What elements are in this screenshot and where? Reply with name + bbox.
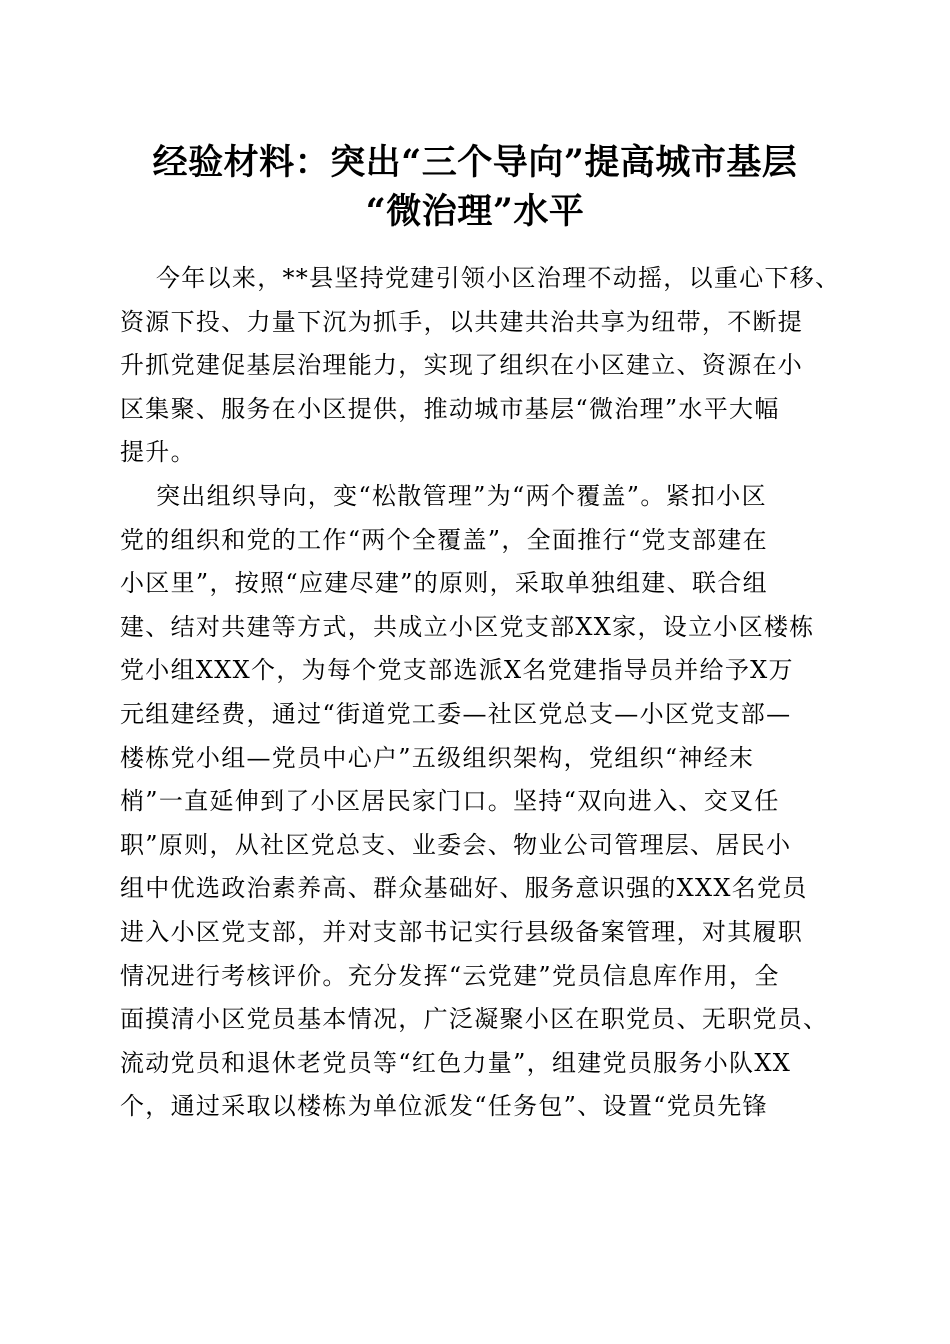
paragraph-intro	[120, 257, 841, 475]
text-line: 提升。	[120, 438, 196, 467]
text-line: 小区里”，按照“应建尽建”的原则，采取单独组建、联合组	[120, 569, 768, 598]
title-line-1: 经验材料：突出“三个导向”提高城市基层	[152, 142, 798, 183]
text-line: 今年以来，**县坚持党建引领小区治理不动摇，以重心下移、	[156, 264, 841, 292]
paragraph-organization-orientation	[120, 475, 829, 1129]
text-line: 突出组织导向，变“松散管理”为“两个覆盖”。紧扣小区	[156, 481, 767, 510]
text-line: 职”原则，从社区党总支、业委会、物业公司管理层、居民小	[120, 830, 792, 859]
text-line: 情况进行考核评价。充分发挥“云党建”党员信息库作用，全	[120, 961, 780, 990]
text-line: 升抓党建促基层治理能力，实现了组织在小区建立、资源在小	[120, 351, 804, 380]
text-line: 元组建经费，通过“街道党工委—社区党总支—小区党支部—	[120, 699, 792, 728]
text-line: 面摸清小区党员基本情况，广泛凝聚小区在职党员、无职党员、	[120, 1005, 829, 1034]
text-line: 党的组织和党的工作“两个全覆盖”，全面推行“党支部建在	[120, 525, 768, 554]
document-body	[120, 257, 841, 1129]
text-line: 党小组XXX个，为每个党支部选派X名党建指导员并给予X万	[120, 656, 794, 685]
text-line: 梢”一直延伸到了小区居民家门口。坚持“双向进入、交叉任	[120, 787, 780, 816]
document-title	[100, 138, 850, 236]
text-line: 区集聚、服务在小区提供，推动城市基层“微治理”水平大幅	[120, 394, 780, 423]
text-line: 组中优选政治素养高、群众基础好、服务意识强的XXX名党员	[120, 874, 808, 903]
text-line: 资源下投、力量下沉为抓手，以共建共治共享为纽带，不断提	[120, 307, 804, 336]
title-line-2: “微治理”水平	[365, 191, 585, 232]
text-line: 进入小区党支部，并对支部书记实行县级备案管理，对其履职	[120, 917, 804, 946]
text-line: 流动党员和退休老党员等“红色力量”，组建党员服务小队XX	[120, 1048, 792, 1077]
text-line: 个，通过采取以楼栋为单位派发“任务包”、设置“党员先锋	[120, 1092, 768, 1121]
text-line: 楼栋党小组—党员中心户”五级组织架构，党组织“神经末	[120, 743, 755, 772]
text-line: 建、结对共建等方式，共成立小区党支部XX家，设立小区楼栋	[120, 612, 815, 641]
